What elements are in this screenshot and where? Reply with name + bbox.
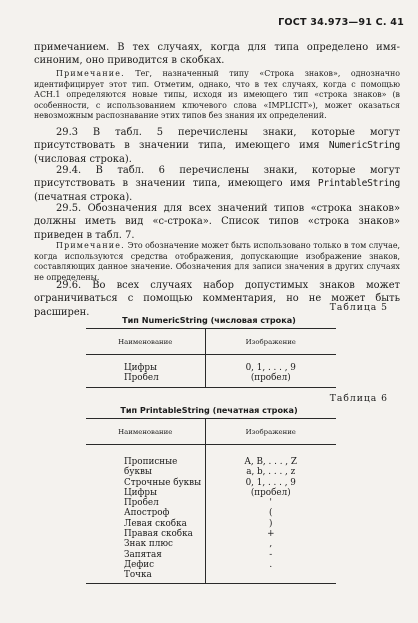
text: (числовая строка). — [34, 153, 132, 165]
text: 29.4. В табл. 6 перечислены знаки, которые могут присутствовать в значении типа, имеющего имя — [34, 165, 400, 190]
table5-title: Тип NumericString (числовая строка) — [122, 315, 296, 325]
table-cell — [205, 355, 336, 388]
table6-header-image: Изображение — [205, 419, 336, 445]
note-label: Примечание. — [56, 69, 125, 78]
table5-header-name: Наименование — [86, 329, 205, 355]
paragraph-29-5: 29.5. Обозначения для всех значений типов «строка знаков» должны иметь вид «с-строка». Список типов «строка знаков» приведен в табл. 7. — [34, 203, 400, 241]
row-name: Цифры — [124, 487, 158, 498]
table6-header-name: Наименование — [86, 419, 205, 445]
row-name: Запятая — [124, 549, 162, 560]
row-name: Прописные буквы — [124, 457, 178, 478]
row-image: . — [269, 559, 273, 570]
note-tag — [34, 69, 400, 122]
table6 — [86, 418, 336, 584]
table-cell — [205, 445, 336, 584]
note-label: Примечание. — [56, 241, 125, 250]
row-image: a, b, . . . , z — [246, 467, 296, 478]
text: (печатная строка). — [34, 191, 133, 203]
table5-header-image: Изображение — [205, 329, 336, 355]
note-text: Это обозначение может быть использовано только в том случае, когда используются средства отображения, допускающие изображение знаков, составляющих данное значение. Обозначения для записи значения в других случаях не определены. — [34, 241, 401, 282]
row-name: Левая скобка — [124, 518, 187, 529]
row-name: Апостроф — [124, 508, 170, 519]
row-image: 0, 1, . . . , 9 — [245, 477, 296, 488]
page-header: ГОСТ 34.973—91 С. 41 — [278, 17, 404, 28]
row-image: ) — [269, 518, 273, 529]
table-cell — [86, 445, 205, 584]
table-row — [86, 355, 336, 388]
row-name: Правая скобка — [124, 529, 193, 540]
row-image: (пробел) — [250, 487, 291, 498]
row-name: Строчные буквы — [124, 477, 202, 488]
row-image: A, B, . . . , Z — [244, 457, 297, 467]
term-printablestring: PrintableString — [317, 178, 401, 190]
row-image: - — [269, 549, 273, 560]
paragraph-intro: примечанием. В тех случаях, когда для типа определено имя-синоним, оно приводится в скобках. — [34, 42, 400, 67]
table6-caption: Таблица 6 — [329, 393, 388, 404]
row-image: 0, 1, . . . , 9 — [245, 363, 296, 373]
note-text: Тег, назначенный типу «Строка знаков», однозначно идентифицирует этот тип. Отметим, однако, что в тех случаях, когда с помощью АСН.1 определяются новые типы, исходя из имеющего тип «строка знаков» (в особенности, с использованием ключевого слова «IMPLICIT»), может оказаться невозможным распознавание этих типов без знания их определений. — [34, 69, 401, 121]
row-image: ( — [269, 508, 273, 519]
text: 29.3 В табл. 5 перечислены знаки, которые могут присутствовать в значении типа, имеющего имя — [34, 127, 400, 152]
table6-title: Тип PrintableString (печатная строка) — [120, 405, 298, 415]
table5-caption: Таблица 5 — [329, 302, 388, 313]
table-row — [86, 445, 336, 584]
row-image: + — [267, 529, 275, 540]
paragraph-29-4 — [34, 164, 400, 204]
paragraph-29-6: 29.6. Во всех случаях набор допустимых знаков может ограничиваться с помощью комментария, но не может быть расширен. — [34, 280, 400, 318]
row-name: Знак плюс — [124, 539, 173, 550]
row-name: Точка — [124, 570, 152, 581]
term-numericstring: NumericString — [328, 140, 400, 152]
row-image: , — [269, 539, 273, 550]
table5 — [86, 328, 336, 388]
paragraph-29-3 — [34, 126, 400, 166]
row-image: (пробел) — [250, 373, 291, 384]
note-designation — [34, 241, 400, 283]
row-name: Пробел — [124, 373, 159, 384]
table-cell — [86, 355, 205, 388]
row-name: Дефис — [124, 559, 155, 570]
row-name: Цифры — [124, 363, 158, 373]
row-image: ' — [269, 498, 272, 509]
row-name: Пробел — [124, 498, 159, 509]
